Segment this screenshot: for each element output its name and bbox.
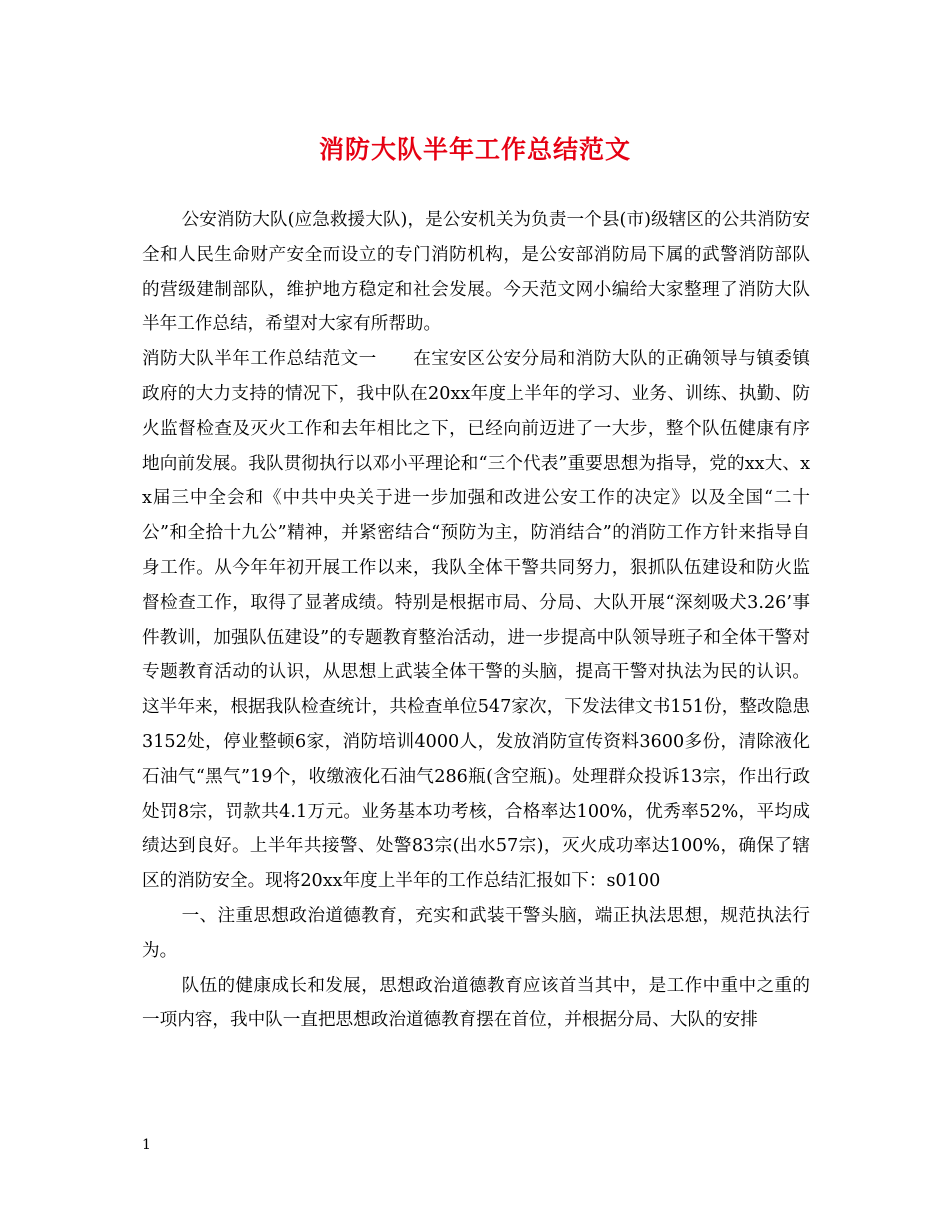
heading-one: 一、注重思想政治道德教育，充实和武装干警头脑，端正执法思想，规范执法行为。 xyxy=(142,905,810,961)
intro-paragraph: 公安消防大队(应急救援大队)，是公安机关为负责一个县(市)级辖区的公共消防安全和人民生命财产安全而设立的专门消防机构，是公安部消防局下属的武警消防部队的营级建制部队，维护地方稳定和社会发展。今天范文网小编给大家整理了消防大队半年工作总结，希望对大家有所帮助。 xyxy=(142,210,810,335)
section-body: 在宝安区公安分局和消防大队的正确领导与镇委镇政府的大力支持的情况下，我中队在20xx年度上半年的学习、业务、训练、执勤、防火监督检查及灭火工作和去年相比之下，已经向前迈进了一大步，整个队伍健康有序地向前发展。我队贯彻执行以邓小平理论和“三个代表”重要思想为指导，党的xx大、xx届三中全会和《中共中央关于进一步加强和改进公安工作的决定》以及全国“二十公”和全拾十九公”精神，并紧密结合“预防为主，防消结合”的消防工作方针来指导自身工作。从今年年初开展工作以来，我队全体干警共同努力，狠抓队伍建设和防火监督检查工作，取得了显著成绩。特别是根据市局、分局、大队开展“深刻吸犬3.26’事件教训，加强队伍建设”的专题教育整治活动，进一步提高中队领导班子和全体干警对专题教育活动的认识，从思想上武装全体干警的头脑，提高干警对执法为民的认识。这半年来，根据我队检查统计，共检查单位547家次，下发法律文书151份，整改隐患3152处，停业整顿6家，消防培训4000人，发放消防宣传资料3600多份，清除液化石油气“黑气”19个，收缴液化石油气286瓶(含空瓶)。处理群众投诉13宗，作出行政处罚8宗，罚款共4.1万元。业务基本功考核，合格率达100%，优秀率52%，平均成绩达到良好。上半年共接警、处警83宗(出水57宗)，灭火成功率达100%，确保了辖区的消防安全。现将20xx年度上半年的工作总结汇报如下：s0100 xyxy=(142,349,810,892)
section-label: 消防大队半年工作总结范文一 xyxy=(142,349,377,370)
section-paragraph xyxy=(142,342,810,899)
paragraph-two: 队伍的健康成长和发展，思想政治道德教育应该首当其中，是工作中重中之重的一项内容，我中队一直把思想政治道德教育摆在首位，并根据分局、大队的安排 xyxy=(142,975,810,1031)
page-number: 1 xyxy=(142,1137,151,1153)
document-title: 消防大队半年工作总结范文 xyxy=(318,135,631,164)
document-body xyxy=(142,203,810,1038)
